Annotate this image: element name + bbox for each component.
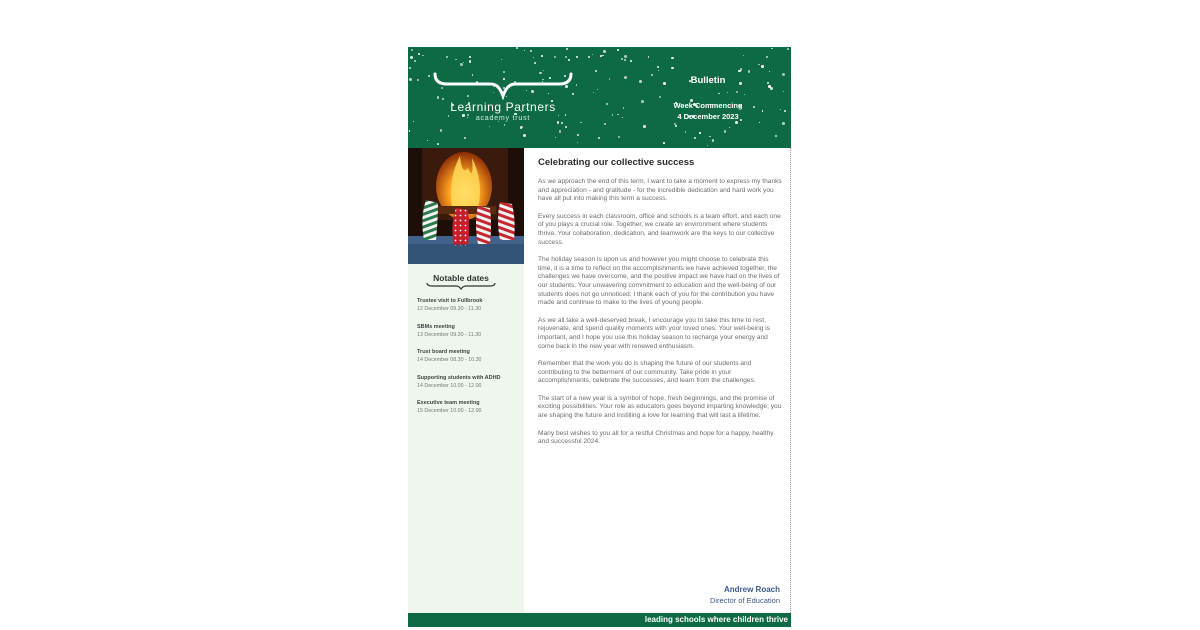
snow-flake <box>617 49 619 51</box>
snow-flake <box>699 132 701 134</box>
notable-dates-brace-icon <box>426 282 496 290</box>
snow-flake <box>659 96 661 98</box>
snow-flake <box>588 56 590 58</box>
snow-flake <box>770 87 773 90</box>
date-title: SBMs meeting <box>417 323 455 330</box>
date-item <box>417 349 521 375</box>
snow-flake <box>766 56 768 58</box>
date-item <box>417 324 521 350</box>
snow-flake <box>624 55 627 58</box>
snow-flake <box>534 62 536 64</box>
snow-flake <box>761 65 763 67</box>
snow-flake <box>524 50 525 51</box>
snow-flake <box>455 59 457 61</box>
snow-flake <box>736 91 738 93</box>
snow-flake <box>410 56 413 59</box>
snow-flake <box>663 142 665 144</box>
snow-flake <box>460 63 463 66</box>
snow-flake <box>428 75 430 77</box>
article-title: Celebrating our collective success <box>538 157 695 168</box>
snow-flake <box>602 55 604 57</box>
snow-flake <box>767 82 768 83</box>
snow-flake <box>411 49 413 51</box>
snow-flake <box>771 48 773 50</box>
article-paragraph: Many best wishes to you all for a restful Christmas and hope for a happy, healthy and successful 2024. <box>538 429 774 446</box>
snow-flake <box>718 93 720 95</box>
snow-flake <box>489 126 490 127</box>
logo-brace-icon <box>433 72 573 100</box>
org-name: Learning Partners <box>450 100 556 114</box>
snow-flake <box>641 100 644 103</box>
snow-flake <box>651 74 653 76</box>
snow-flake <box>422 55 423 56</box>
snow-flake <box>469 60 471 62</box>
snow-flake <box>504 124 506 126</box>
snow-flake <box>580 122 581 123</box>
date-time: 14 December 08.30 - 10.30 <box>417 357 482 363</box>
snow-flake <box>561 122 563 124</box>
snow-flake <box>598 137 600 139</box>
snow-flake <box>671 67 674 70</box>
date-title: Executive team meeting <box>417 400 480 406</box>
snow-flake <box>409 78 412 81</box>
snow-flake <box>639 80 642 83</box>
snow-flake <box>577 142 578 143</box>
snow-flake <box>409 130 410 131</box>
article-body <box>538 178 784 456</box>
footer-bar <box>408 613 791 627</box>
snow-flake <box>622 117 623 118</box>
date-time: 13 December 09.30 - 11.30 <box>417 331 482 338</box>
snow-flake <box>543 70 544 71</box>
snow-flake <box>565 56 568 59</box>
signature-role: Director of Education <box>709 596 780 605</box>
snow-flake <box>576 56 578 58</box>
bulletin-document <box>408 47 791 627</box>
snow-flake <box>744 94 745 95</box>
snow-flake <box>533 57 534 58</box>
snow-flake <box>609 78 610 79</box>
snow-flake <box>743 55 744 56</box>
header-banner <box>408 47 791 148</box>
snow-flake <box>769 71 770 72</box>
snow-flake <box>554 56 556 58</box>
snow-flake <box>523 134 526 137</box>
snow-flake <box>782 73 785 76</box>
snow-flake <box>417 79 419 81</box>
org-subtitle: academy trust <box>475 115 531 122</box>
snow-flake <box>469 56 470 57</box>
date-time: 15 December 10.00 - 12.00 <box>417 408 482 414</box>
snow-flake <box>748 70 751 73</box>
article-paragraph: As we all take a well-deserved break, I encourage you to take this time to rest, rejuvenate, and spend quality moments with your loved ones. Your well-being is important, and I hope you use this holiday season to recharge your energy and come back in the new year with renewed enthusiasm. <box>538 316 771 350</box>
notable-dates-title: Notable dates <box>433 273 489 283</box>
snow-flake <box>727 92 729 94</box>
snow-flake <box>758 64 760 66</box>
snow-flake <box>712 139 715 142</box>
snow-flake <box>593 92 594 93</box>
snow-flake <box>621 58 623 60</box>
article <box>524 148 791 613</box>
snow-flake <box>618 136 620 138</box>
snow-flake <box>782 122 785 125</box>
week-date: 4 December 2023 <box>677 112 739 121</box>
signature <box>710 585 780 605</box>
snow-flake <box>780 109 781 110</box>
date-title: Trustee visit to Fullbrook <box>417 298 483 304</box>
snow-flake <box>595 70 597 72</box>
signature-name: Andrew Roach <box>723 585 780 594</box>
date-title: Supporting students with ADHD <box>417 374 501 381</box>
snow-flake <box>630 60 632 62</box>
snow-flake <box>577 134 579 136</box>
snow-flake <box>658 70 659 71</box>
snow-flake <box>675 125 677 127</box>
article-paragraph: The holiday season is upon us and however you might choose to celebrate this time, it is a time to reflect on the accomplishments we have achieved together, the challenges we have overcome, and the positive impact we have had on the lives of our students. Your unwavering commitment to education and the well-being of our students does not go unnoticed; I thank each of you for the contribution you have made and continue to make to the lives of young people. <box>538 256 780 307</box>
snow-flake <box>446 56 448 58</box>
article-paragraph: The start of a new year is a symbol of hope, fresh beginnings, and the promise of exciting possibilities. Your role as educators goes beyond imparting knowledge; you are shaping the future and instilling a love for learning that will last a lifetime. <box>538 394 782 420</box>
snow-flake <box>783 91 784 92</box>
sidebar <box>408 148 524 613</box>
snow-flake <box>694 137 696 139</box>
snow-flake <box>501 59 502 60</box>
week-commencing <box>658 100 758 122</box>
snow-flake <box>762 110 764 112</box>
snow-flake <box>566 48 568 50</box>
snow-flake <box>759 122 761 124</box>
footer-tagline: leading schools where children thrive <box>644 615 788 624</box>
snow-flake <box>612 114 614 116</box>
bulletin-label: Bulletin <box>690 75 726 86</box>
snow-flake <box>604 123 606 125</box>
snow-flake <box>541 55 543 57</box>
snow-flake <box>597 89 598 90</box>
snow-flake <box>568 59 570 61</box>
snow-flake <box>624 59 626 61</box>
snow-flake <box>624 76 627 79</box>
snow-flake <box>437 143 439 145</box>
snow-flake <box>787 48 789 50</box>
snow-flake <box>409 67 411 69</box>
snow-flake <box>440 129 443 132</box>
snow-flake <box>648 56 650 58</box>
snow-flake <box>657 66 659 68</box>
snow-flake <box>674 123 676 125</box>
date-item <box>417 298 521 324</box>
snow-flake <box>427 140 428 141</box>
snow-flake <box>576 84 578 86</box>
week-label: Week Commencing <box>673 101 743 110</box>
snow-flake <box>724 130 726 132</box>
snow-flake <box>464 137 466 139</box>
date-item <box>417 400 521 426</box>
snow-flake <box>606 103 607 104</box>
date-time: 12 December 09.30 - 11.30 <box>417 306 482 312</box>
snow-flake <box>516 47 518 49</box>
snow-flake <box>603 50 606 53</box>
snow-flake <box>559 130 561 132</box>
fireplace-socks-photo <box>408 148 524 264</box>
snow-flake <box>555 137 557 139</box>
date-time: 14 December 10.00 - 12.00 <box>417 382 482 389</box>
snow-flake <box>671 57 674 60</box>
snow-flake <box>623 107 624 108</box>
snow-flake <box>530 50 532 52</box>
snow-flake <box>709 136 710 137</box>
article-paragraph: As we approach the end of this term, I want to take a moment to express my thanks and appreciation - and gratitude - for the incredible dedication and hard work you have all put into making this term a success. <box>538 178 782 203</box>
snow-flake <box>685 131 686 132</box>
snow-flake <box>775 135 777 137</box>
snow-flake <box>729 127 730 128</box>
snow-flake <box>418 53 420 55</box>
snow-flake <box>414 60 416 62</box>
snow-flake <box>617 114 619 116</box>
snow-flake <box>565 126 567 128</box>
article-paragraph: Every success in each classroom, office and schools is a team effort, and each one of you plays a crucial role. Together, we create an environment where students thrive. Your collaboration, dedication, and teamwork are the keys to our collective success. <box>538 212 781 246</box>
article-paragraph: Remember that the work you do is shaping the future of our students and contributing to the betterment of our community. Take pride in your accomplishments, celebrate the successes, and learn from the challenges. <box>538 360 756 385</box>
snow-flake <box>643 125 646 128</box>
snow-flake <box>592 54 593 55</box>
notable-dates-list <box>417 298 521 426</box>
snow-flake <box>463 62 464 63</box>
date-item <box>417 375 521 401</box>
snow-flake <box>784 110 786 112</box>
snow-flake <box>707 145 708 146</box>
date-title: Trust board meeting <box>417 349 470 355</box>
snow-flake <box>740 68 742 70</box>
